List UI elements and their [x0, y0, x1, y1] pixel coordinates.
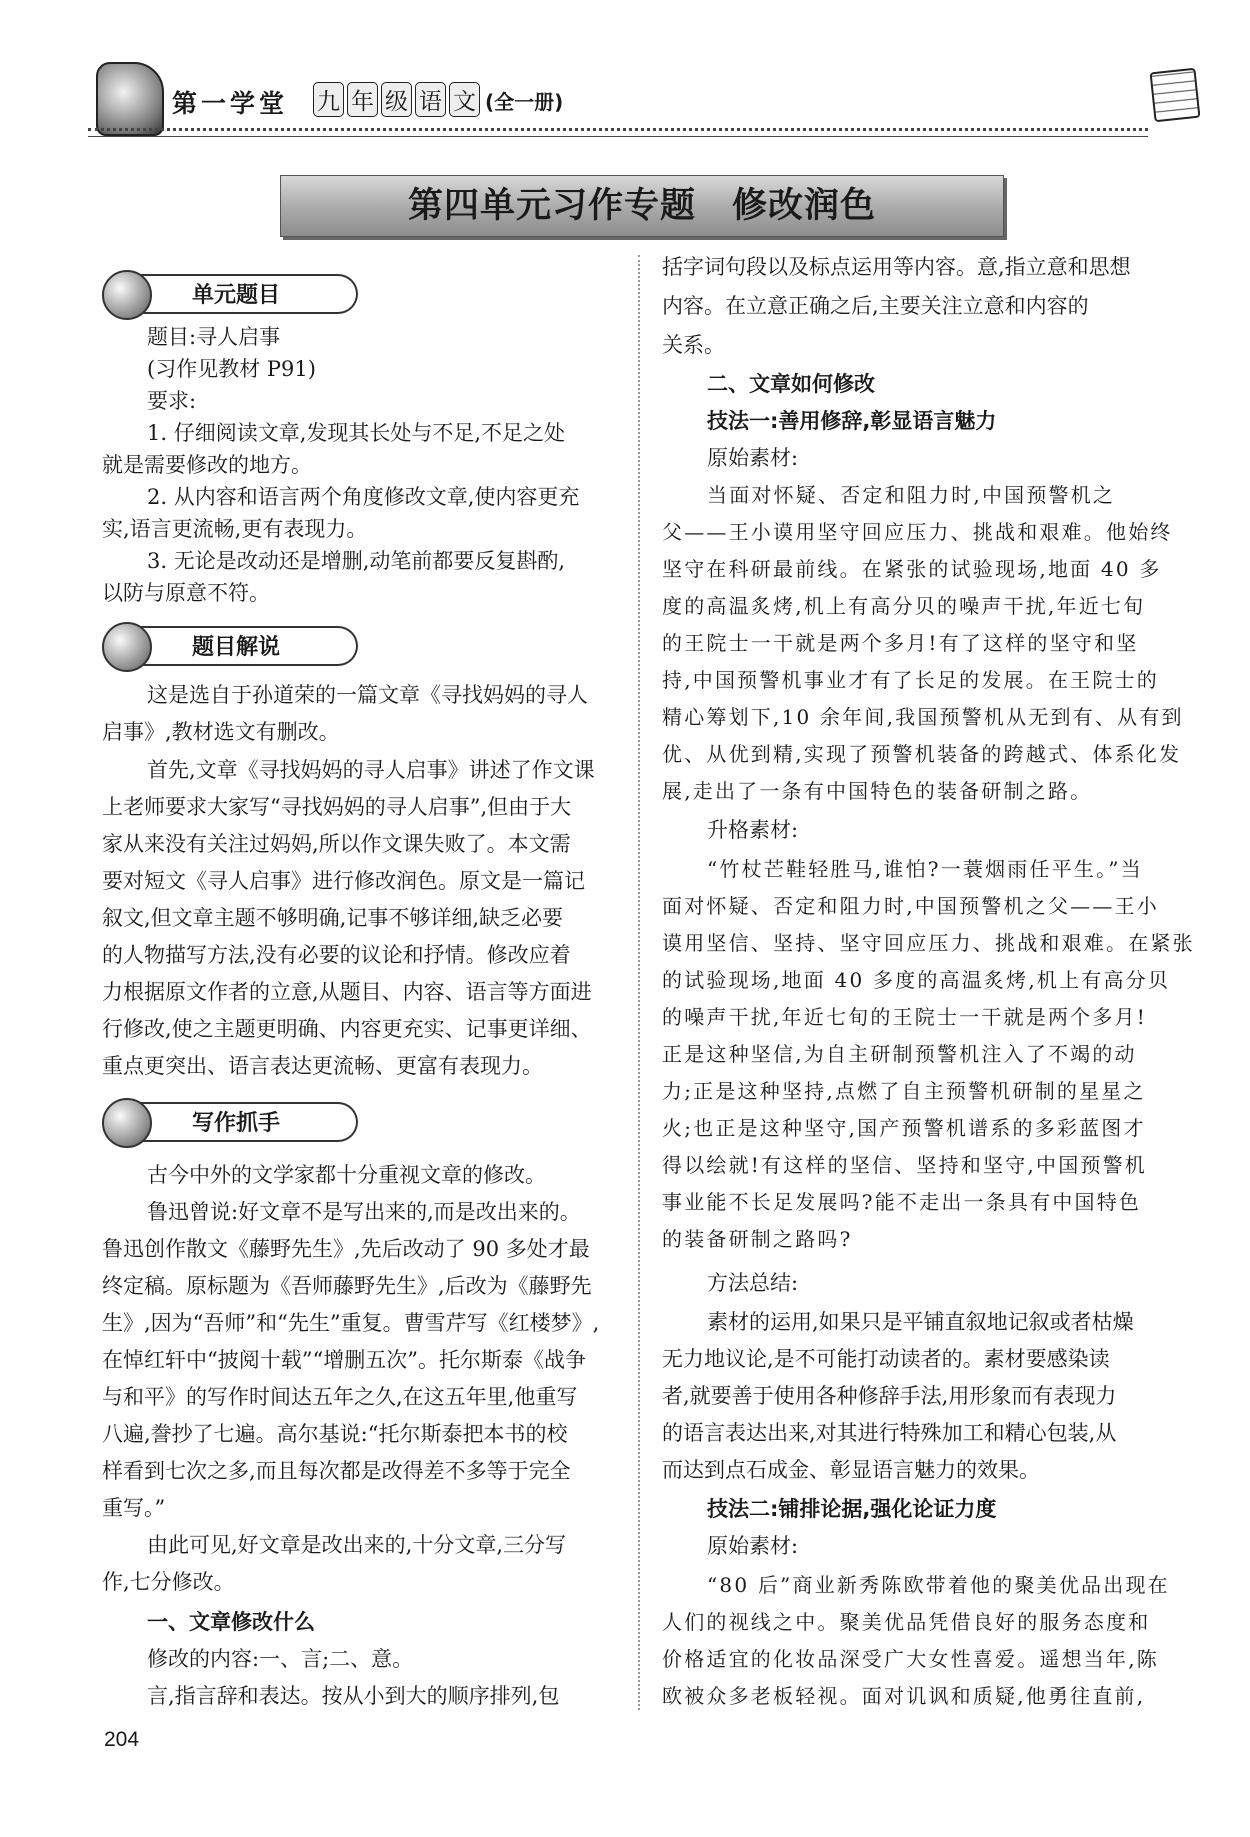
text-line: 父——王小谟用坚守回应压力、挑战和艰难。他始终: [662, 520, 1173, 544]
text-line: 升格素材:: [707, 818, 799, 842]
text-line: “竹杖芒鞋轻胜马,谁怕?一蓑烟雨任平生。”当: [707, 857, 1143, 881]
text-line: 的人物描写方法,没有必要的议论和抒情。修改应着: [102, 943, 571, 967]
text-line: 行修改,使之主题更明确、内容更充实、记事更详细、: [102, 1017, 592, 1041]
text-line: 火;也正是这种坚守,国产预警机谱系的多彩蓝图才: [662, 1116, 1146, 1140]
text-line: 八遍,誊抄了七遍。高尔基说:“托尔斯泰把本书的校: [102, 1422, 568, 1446]
text-line: 启事》,教材选文有删改。: [102, 720, 340, 744]
text-line: 重点更突出、语言表达更流畅、更富有表现力。: [102, 1054, 543, 1078]
section-header-writing-tips: 写作抓手: [102, 1098, 358, 1144]
text-line: 无力地议论,是不可能打动读者的。素材要感染读: [662, 1347, 1110, 1371]
text-line: 人们的视线之中。聚美优品凭借良好的服务态度和: [662, 1610, 1151, 1634]
text-line: 2. 从内容和语言两个角度修改文章,使内容更充: [147, 485, 580, 509]
text-line: 原始素材:: [707, 446, 799, 470]
text-line: 坚守在科研最前线。在紧张的试验现场,地面 40 多: [662, 557, 1162, 581]
text-line: 就是需要修改的地方。: [102, 453, 312, 477]
text-line: 谟用坚信、坚持、坚守回应压力、挑战和艰难。在紧张: [662, 931, 1195, 955]
text-line: 面对怀疑、否定和阻力时,中国预警机之父——王小: [662, 894, 1159, 918]
text-line: 而达到点石成金、彰显语言魅力的效果。: [662, 1458, 1040, 1482]
text-line: 由此可见,好文章是改出来的,十分文章,三分写: [147, 1533, 567, 1557]
text-line: 终定稿。原标题为《吾师藤野先生》,后改为《藤野先: [102, 1274, 592, 1298]
text-line: 内容。在立意正确之后,主要关注立意和内容的: [662, 294, 1089, 318]
text-line: 样看到七次之多,而且每次都是改得差不多等于完全: [102, 1459, 571, 1483]
header-divider-line: [88, 136, 1148, 137]
text-line: 的装备研制之路吗?: [662, 1227, 853, 1251]
technique-heading: 技法一:善用修辞,彰显语言魅力: [707, 409, 997, 433]
text-line: 3. 无论是改动还是增删,动笔前都要反复斟酌,: [147, 549, 566, 573]
text-line: 的语言表达出来,对其进行特殊加工和精心包装,从: [662, 1421, 1117, 1445]
text-line: 力;正是这种坚持,点燃了自主预警机研制的星星之: [662, 1079, 1146, 1103]
text-line: 的噪声干扰,年近七旬的王院士一干就是两个多月!: [662, 1005, 1147, 1029]
text-line: 实,语言更流畅,更有表现力。: [102, 517, 368, 541]
text-line: 当面对怀疑、否定和阻力时,中国预警机之: [707, 483, 1116, 507]
brand-name: 第一学堂: [172, 89, 289, 118]
text-line: 者,就要善于使用各种修辞手法,用形象而有表现力: [662, 1384, 1117, 1408]
text-line: 生》,因为“吾师”和“先生”重复。曹雪芹写《红楼梦》,: [102, 1311, 600, 1335]
text-line: 关系。: [662, 333, 725, 357]
text-line: 素材的运用,如果只是平铺直叙地记叙或者枯燥: [707, 1310, 1134, 1334]
thumbs-up-icon: [102, 622, 152, 672]
page-number: 204: [104, 1728, 140, 1751]
text-line: (习作见教材 P91): [147, 357, 316, 381]
text-line: 在悼红轩中“披阅十载”“增删五次”。托尔斯泰《战争: [102, 1348, 586, 1372]
text-line: 题目:寻人启事: [147, 325, 281, 349]
text-line: 重写。”: [102, 1496, 166, 1520]
text-line: 的王院士一干就是两个多月!有了这样的坚守和坚: [662, 631, 1139, 655]
grade-label: 九 年 级 语 文 (全一册): [313, 82, 563, 117]
text-line: 得以绘就!有这样的坚信、坚持和坚守,中国预警机: [662, 1153, 1147, 1177]
notebook-icon: [1150, 68, 1201, 123]
text-line: 事业能不长足发展吗?能不走出一条具有中国特色: [662, 1190, 1142, 1214]
text-line: 欧被众多老板轻视。面对讥讽和质疑,他勇往直前,: [662, 1684, 1146, 1708]
thumbs-up-icon: [102, 1098, 152, 1148]
page-header: [88, 52, 1198, 142]
text-line: 作,七分修改。: [102, 1570, 235, 1594]
text-line: 首先,文章《寻找妈妈的寻人启事》讲述了作文课: [147, 758, 595, 782]
unit-title: 第四单元习作专题 修改润色: [280, 175, 1004, 237]
text-line: 鲁迅创作散文《藤野先生》,先后改动了 90 多处才最: [102, 1237, 590, 1261]
text-line: 要对短文《寻人启事》进行修改润色。原文是一篇记: [102, 869, 585, 893]
subheading: 二、文章如何修改: [707, 372, 875, 396]
subheading: 一、文章修改什么: [147, 1610, 315, 1634]
text-line: 力根据原文作者的立意,从题目、内容、语言等方面进: [102, 980, 592, 1004]
column-divider: [638, 255, 640, 1710]
text-line: 1. 仔细阅读文章,发现其长处与不足,不足之处: [147, 421, 566, 445]
text-line: 度的高温炙烤,机上有高分贝的噪声干扰,年近七旬: [662, 594, 1146, 618]
text-line: 叙文,但文章主题不够明确,记事不够详细,缺乏必要: [102, 906, 564, 930]
text-line: 古今中外的文学家都十分重视文章的修改。: [147, 1163, 546, 1187]
text-line: 要求:: [147, 389, 197, 413]
text-line: 上老师要求大家写“寻找妈妈的寻人启事”,但由于大: [102, 795, 572, 819]
text-line: 这是选自于孙道荣的一篇文章《寻找妈妈的寻人: [147, 683, 588, 707]
text-line: 的试验现场,地面 40 多度的高温炙烤,机上有高分贝: [662, 968, 1171, 992]
text-line: 原始素材:: [707, 1534, 799, 1558]
text-line: 鲁迅曾说:好文章不是写出来的,而是改出来的。: [147, 1200, 581, 1224]
text-line: 持,中国预警机事业才有了长足的发展。在王院士的: [662, 668, 1159, 692]
technique-heading: 技法二:铺排论据,强化论证力度: [707, 1497, 997, 1521]
text-line: 与和平》的写作时间达五年之久,在这五年里,他重写: [102, 1385, 578, 1409]
text-line: 优、从优到精,实现了预警机装备的跨越式、体系化发: [662, 742, 1182, 766]
text-line: 言,指言辞和表达。按从小到大的顺序排列,包: [147, 1684, 560, 1708]
text-line: 方法总结:: [707, 1271, 799, 1295]
section-header-topic-explanation: 题目解说: [102, 622, 358, 668]
text-line: 正是这种坚信,为自主研制预警机注入了不竭的动: [662, 1042, 1137, 1066]
thumbs-up-icon: [102, 270, 152, 320]
thumbs-up-icon: [96, 62, 164, 136]
header-divider: [88, 128, 1148, 131]
section-header-unit-topic: 单元题目: [102, 270, 358, 316]
text-line: 以防与原意不符。: [102, 581, 270, 605]
text-line: 括字词句段以及标点运用等内容。意,指立意和思想: [662, 255, 1131, 279]
text-line: 展,走出了一条有中国特色的装备研制之路。: [662, 779, 1093, 803]
text-line: 家从来没有关注过妈妈,所以作文课失败了。本文需: [102, 832, 571, 856]
text-line: 精心筹划下,10 余年间,我国预警机从无到有、从有到: [662, 705, 1184, 729]
text-line: “80 后”商业新秀陈欧带着他的聚美优品出现在: [707, 1573, 1170, 1597]
text-line: 修改的内容:一、言;二、意。: [147, 1647, 414, 1671]
text-line: 价格适宜的化妆品深受广大女性喜爱。遥想当年,陈: [662, 1647, 1159, 1671]
